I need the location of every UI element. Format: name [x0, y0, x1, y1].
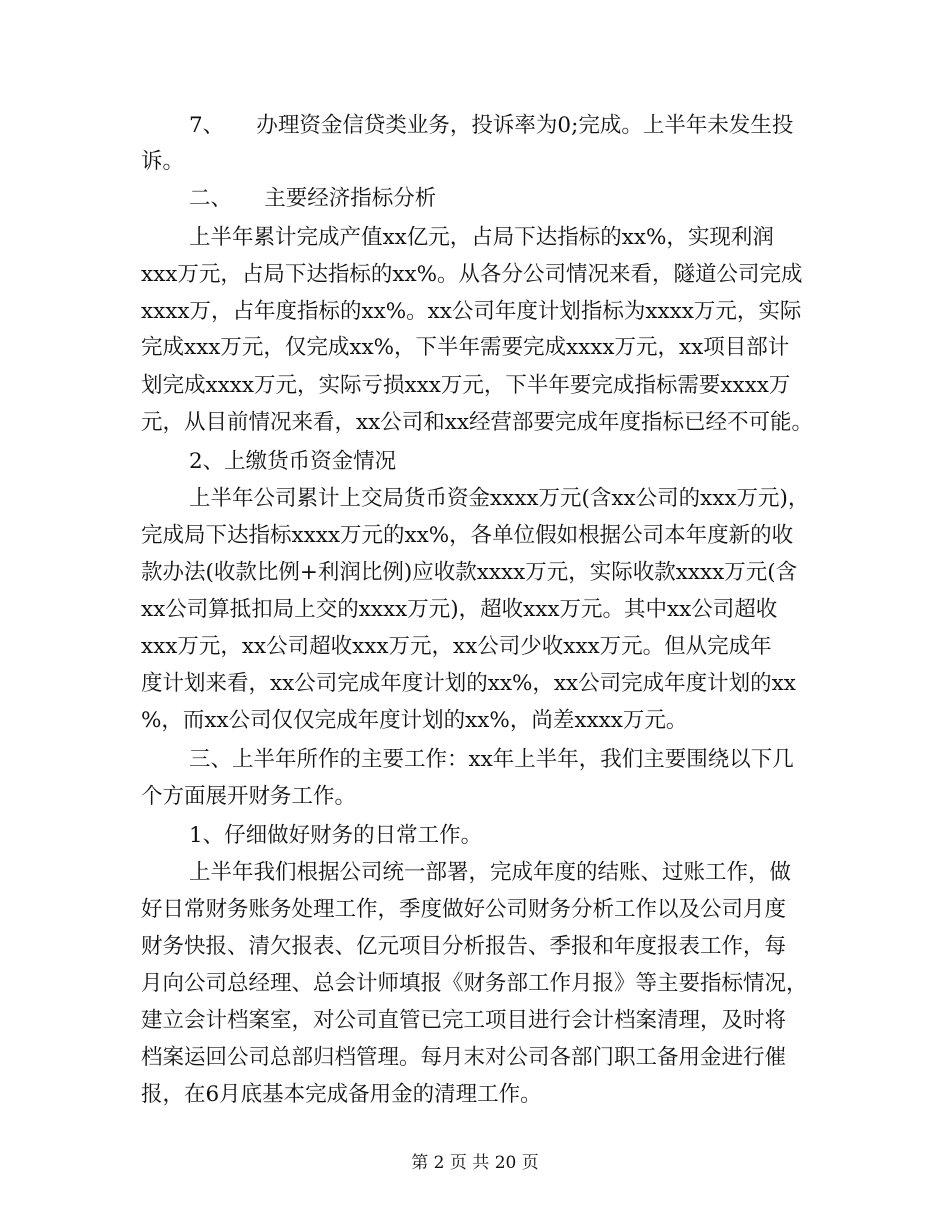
paragraph-line: 好日常财务账务处理工作，季度做好公司财务分析工作以及公司月度 [141, 897, 787, 922]
paragraph-line: 诉。 [141, 149, 185, 174]
page-number-footer: 第 2 页 共 20 页 [411, 1153, 539, 1173]
paragraph-line: 报，在6月底基本完成备用金的清理工作。 [141, 1082, 542, 1107]
paragraph-line: %，而xx公司仅仅完成年度计划的xx%，尚差xxxx万元。 [141, 708, 688, 733]
paragraph-line: 档案运回公司总部归档管理。每月末对公司各部门职工备用金进行催 [141, 1045, 787, 1070]
paragraph-line: xxxx万，占年度指标的xx%。xx公司年度计划指标为xxxx万元，实际 [141, 299, 802, 324]
paragraph-line: 上半年累计完成产值xx亿元，占局下达指标的xx%，实现利润 [189, 225, 774, 250]
paragraph-line: 款办法(收款比例+利润比例)应收款xxxx万元，实际收款xxxx万元(含 [141, 560, 798, 585]
section-heading: 三、上半年所作的主要工作：xx年上半年，我们主要围绕以下几 [189, 747, 794, 772]
paragraph-line: 完成xxx万元，仅完成xx%，下半年需要完成xxxx万元，xx项目部计 [141, 335, 790, 360]
paragraph-line: xx公司算抵扣局上交的xxxx万元)，超收xxx万元。其中xx公司超收 [141, 597, 778, 622]
paragraph-line: 月向公司总经理、总会计师填报《财务部工作月报》等主要指标情况， [141, 971, 808, 996]
paragraph-line: 个方面展开财务工作。 [141, 784, 357, 809]
section-heading: 2、上缴货币资金情况 [189, 449, 397, 474]
paragraph-line: 划完成xxxx万元，实际亏损xxx万元，下半年要完成指标需要xxxx万 [141, 373, 791, 398]
paragraph-line: 上半年公司累计上交局货币资金xxxx万元(含xx公司的xxx万元)， [189, 486, 810, 511]
paragraph-line: xxx万元，占局下达指标的xx%。从各分公司情况来看，隧道公司完成 [141, 262, 803, 287]
section-heading: 1、仔细做好财务的日常工作。 [189, 823, 483, 848]
paragraph-line: xxx万元，xx公司超收xxx万元，xx公司少收xxx万元。但从完成年 [141, 634, 772, 659]
paragraph-line: 元，从目前情况来看，xx公司和xx经营部要完成年度指标已经不可能。 [141, 410, 814, 435]
section-heading: 二、 主要经济指标分析 [189, 186, 437, 211]
paragraph-line: 上半年我们根据公司统一部署，完成年度的结账、过账工作，做 [189, 860, 792, 885]
paragraph-line: 财务快报、清欠报表、亿元项目分析报告、季报和年度报表工作，每 [141, 934, 787, 959]
paragraph-line: 度计划来看，xx公司完成年度计划的xx%，xx公司完成年度计划的xx [141, 671, 796, 696]
paragraph-line: 完成局下达指标xxxx万元的xx%，各单位假如根据公司本年度新的收 [141, 523, 794, 548]
paragraph-line: 建立会计档案室，对公司直管已完工项目进行会计档案清理，及时将 [141, 1008, 787, 1033]
paragraph-line: 7、 办理资金信贷类业务，投诉率为0;完成。上半年未发生投 [189, 113, 794, 138]
